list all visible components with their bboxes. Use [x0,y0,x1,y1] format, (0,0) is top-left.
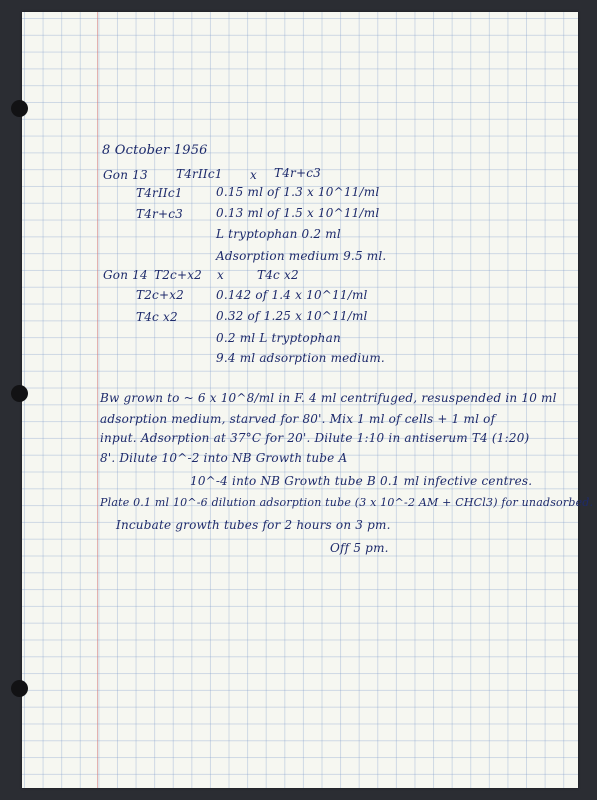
punch-hole-middle [11,385,28,402]
cross1-label: Gon 13 [103,168,148,182]
cross1-row1-phage: T4rIIc1 [136,186,183,200]
cross1-phage-b: T4r+c3 [274,166,321,180]
punch-hole-top [11,100,28,117]
cross1-row2-phage: T4r+c3 [136,207,183,221]
procedure-line: Plate 0.1 ml 10^-6 dilution adsorption tube (3 x 10^-2 AM + CHCl3) for unadsorbed. [100,496,594,509]
cross2-medium: 9.4 ml adsorption medium. [216,351,385,365]
cross1-phage-a: T4rIIc1 [176,167,223,181]
cross1-times: x [250,168,257,182]
cross1-medium: Adsorption medium 9.5 ml. [216,249,387,263]
procedure-line: Bw grown to ~ 6 x 10^8/ml in F. 4 ml centrifuged, resuspended in 10 ml [100,391,557,405]
punch-hole-bottom [11,680,28,697]
cross2-tryptophan: 0.2 ml L tryptophan [216,331,341,345]
cross2-row1-phage: T2c+x2 [136,288,185,302]
cross2-label: Gon 14 [103,268,148,282]
cross1-row1-amount: 0.15 ml of 1.3 x 10^11/ml [216,185,380,199]
procedure-line: Incubate growth tubes for 2 hours on 3 pm. [116,518,391,532]
cross2-times: x [217,268,224,282]
procedure-line: 10^-4 into NB Growth tube B 0.1 ml infective centres. [190,474,533,488]
cross1-row2-amount: 0.13 ml of 1.5 x 10^11/ml [216,206,380,220]
cross2-row2-phage: T4c x2 [136,310,178,324]
procedure-line: Off 5 pm. [330,541,389,555]
cross2-row2-amount: 0.32 of 1.25 x 10^11/ml [216,309,368,323]
entry-date: 8 October 1956 [102,143,208,158]
cross2-row1-amount: 0.142 of 1.4 x 10^11/ml [216,288,368,302]
procedure-line: adsorption medium, starved for 80'. Mix 1 ml of cells + 1 ml of [100,412,496,426]
procedure-line: input. Adsorption at 37°C for 20'. Dilute 1:10 in antiserum T4 (1:20) [100,431,530,445]
cross1-tryptophan: L tryptophan 0.2 ml [216,227,341,241]
cross2-phage-b: T4c x2 [257,268,299,282]
cross2-phage-a: T2c+x2 [154,268,203,282]
procedure-line: 8'. Dilute 10^-2 into NB Growth tube A [100,451,348,465]
